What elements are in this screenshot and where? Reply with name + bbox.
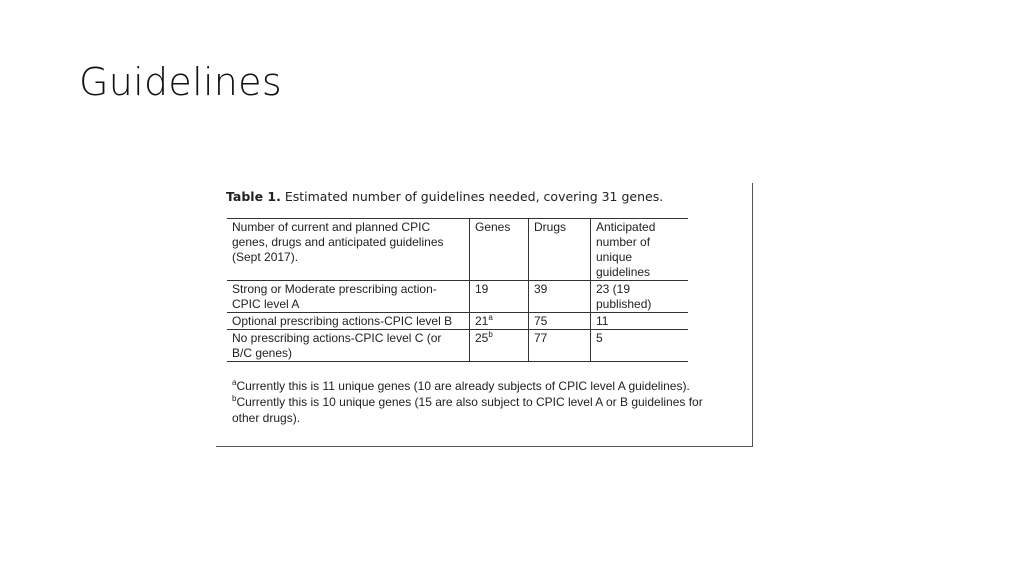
- row-drugs: 39: [529, 281, 591, 313]
- row-genes: [470, 281, 529, 313]
- row-drugs: 75: [529, 313, 591, 330]
- row-genes: [470, 313, 529, 330]
- row-guidelines: 5: [591, 330, 689, 362]
- table-row: [227, 330, 688, 362]
- row-guidelines: 23 (19 published): [591, 281, 689, 313]
- header-category: Number of current and planned CPIC genes, drugs and anticipated guidelines (Sept 2017).: [227, 219, 470, 281]
- row-drugs: 77: [529, 330, 591, 362]
- row-genes-value: 21: [475, 314, 489, 328]
- table-caption-text: Estimated number of guidelines needed, covering 31 genes.: [284, 189, 664, 204]
- row-guidelines: 11: [591, 313, 689, 330]
- footnote-b-text: Currently this is 10 unique genes (15 are also subject to CPIC level A or B guidelines for other drugs).: [232, 395, 703, 425]
- row-genes-value: 25: [475, 331, 489, 345]
- footnote-b-mark: b: [232, 394, 237, 403]
- row-category: Optional prescribing actions-CPIC level B: [227, 313, 470, 330]
- table-caption: [226, 189, 663, 204]
- row-genes: [470, 330, 529, 362]
- footnote-a-mark: a: [232, 378, 237, 387]
- row-category: Strong or Moderate prescribing action-CPIC level A: [227, 281, 470, 313]
- row-category: No prescribing actions-CPIC level C (or B/C genes): [227, 330, 470, 362]
- row-genes-footnote-mark: b: [488, 330, 493, 339]
- guidelines-table: [227, 218, 688, 362]
- table-row: [227, 313, 688, 330]
- row-genes-value: 19: [475, 282, 489, 296]
- header-genes: Genes: [470, 219, 529, 281]
- table-figure: [216, 183, 753, 447]
- table-caption-label: Table 1.: [226, 189, 281, 204]
- footnote-a-text: Currently this is 11 unique genes (10 are already subjects of CPIC level A guidelines).: [236, 379, 690, 393]
- row-genes-footnote-mark: a: [488, 313, 493, 322]
- header-guidelines: Anticipated number of unique guidelines: [591, 219, 689, 281]
- slide-title: Guidelines: [79, 60, 282, 104]
- table-row: [227, 281, 688, 313]
- table-footnote: [232, 378, 712, 426]
- table-header-row: [227, 219, 688, 281]
- header-drugs: Drugs: [529, 219, 591, 281]
